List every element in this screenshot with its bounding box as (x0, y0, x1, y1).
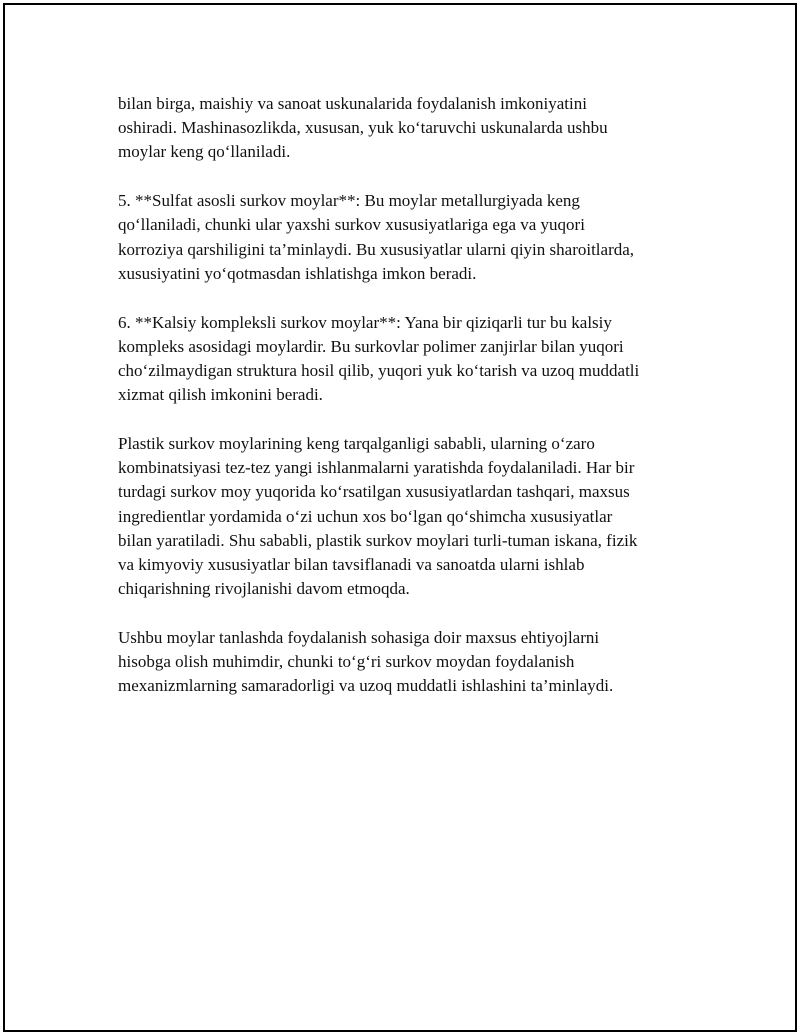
paragraph-sulfat-moylar: 5. **Sulfat asosli surkov moylar**: Bu moylar metallurgiyada keng qo‘llaniladi, chunki ular yaxshi surkov xususiyatlariga ega va yuqori korroziya qarshiligini ta’minlaydi. Bu xususiyatlar ularni qiyin sharoitlarda, xususiyatini yo‘qotmasdan ishlatishga imkon beradi. (118, 191, 635, 283)
paragraph-conclusion: Ushbu moylar tanlashda foydalanish sohasiga doir maxsus ehtiyojlarni hisobga olish muhimdir, chunki to‘g‘ri surkov moydan foydalanish mexanizmlarning samaradorligi va uzoq muddatli ishlashini ta’minlaydi. (118, 628, 614, 696)
paragraph-plastik-surkov-moylar: Plastik surkov moylarining keng tarqalganligi sababli, ularning o‘zaro kombinatsiyasi tez-tez yangi ishlanmalarni yaratishda foydalaniladi. Har bir turdagi surkov moy yuqorida ko‘rsatilgan xususiyatlardan tashqari, maxsus ingredientlar yordamida o‘zi uchun xos bo‘lgan qo‘shimcha xususiyatlar bilan yaratiladi. Shu sababli, plastik surkov moylari turli-tuman iskana, fizik va kimyoviy xususiyatlar bilan tavsiflanadi va sanoatda ularni ishlab chiqarishning rivojlanishi davom etmoqda. (118, 434, 638, 599)
paragraph-kalsiy-kompleksli-moylar: 6. **Kalsiy kompleksli surkov moylar**: Yana bir qiziqarli tur bu kalsiy kompleks asosidagi moylardir. Bu surkovlar polimer zanjirlar bilan yuqori cho‘zilmaydigan struktura hosil qilib, yuqori yuk ko‘tarish va uzoq muddatli xizmat qilish imkonini beradi. (118, 312, 640, 405)
paragraph-continuation: bilan birga, maishiy va sanoat uskunalarida foydalanish imkoniyatini oshiradi. Mashinasozlikda, xususan, yuk ko‘taruvchi uskunalarda ushbu moylar keng qo‘llaniladi. (118, 94, 608, 162)
document-body (118, 92, 693, 723)
